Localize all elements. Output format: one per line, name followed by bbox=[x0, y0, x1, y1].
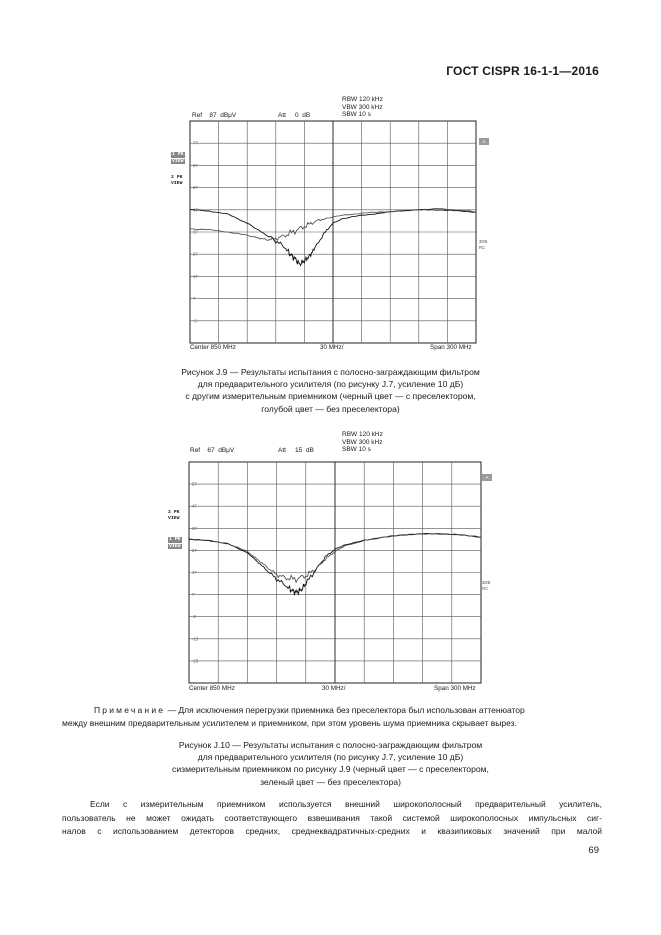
figure1-spectrum-chart bbox=[190, 121, 476, 343]
figure2-ref-unit: dBμV bbox=[218, 447, 235, 454]
figure1-tick-label: 67 bbox=[193, 162, 198, 168]
figure1-tick-label: 27 bbox=[193, 251, 198, 257]
figure1-tick-label: 17 bbox=[193, 273, 198, 279]
figure2-center: Center 850 MHz bbox=[189, 685, 235, 692]
figure2-marker1 bbox=[168, 510, 180, 522]
figure1-marker1 bbox=[171, 152, 185, 164]
figure1-tick-label: -3 bbox=[193, 318, 197, 324]
figure1-span: Span 300 MHz bbox=[430, 344, 472, 351]
figure2-tick-label: 57 bbox=[192, 481, 197, 487]
figure2-tick-label: -13 bbox=[192, 636, 199, 642]
note-label: Примечание bbox=[94, 705, 166, 715]
figure1-ref-unit: dBμV bbox=[220, 112, 237, 119]
note-block bbox=[62, 704, 602, 730]
figure2-ref-value: 67 bbox=[207, 447, 215, 454]
figure1-att-label: Att bbox=[278, 112, 286, 119]
figure2-tick-label: 47 bbox=[192, 503, 197, 509]
figure1-bandwidth-block bbox=[342, 96, 383, 119]
figure2-marker1-label: 2 PK bbox=[168, 510, 180, 515]
figure2-att-value: 15 bbox=[294, 447, 303, 454]
figure2-att-label: Att bbox=[278, 447, 286, 454]
figure1-tick-label: 57 bbox=[193, 185, 198, 191]
figure1-right-note2: RC bbox=[479, 245, 486, 250]
figure1-ref-value: 87 bbox=[209, 112, 217, 119]
figure2-caption bbox=[0, 739, 661, 788]
figure1-marker2-label: 2 PK bbox=[171, 175, 183, 180]
figure2-vbw: VBW 300 kHz bbox=[342, 438, 383, 446]
figure2-marker2 bbox=[168, 537, 182, 549]
note-line1: — Для исключения перегрузки приемника без преселектора был использован аттенюатор bbox=[165, 705, 525, 715]
figure1-caption-line: для предварительного усилителя (по рисунку J.7, усиление 10 дБ) bbox=[197, 379, 464, 390]
figure2-plot bbox=[189, 462, 481, 683]
standard-number: ГОСТ CISPR 16-1-1—2016 bbox=[446, 64, 599, 78]
figure2-bandwidth-block bbox=[342, 431, 383, 454]
figure1-corner-box: A bbox=[479, 138, 489, 145]
figure2-tick-label: 7 bbox=[192, 592, 195, 598]
figure2-tick-label: 27 bbox=[192, 547, 197, 553]
figure2-ref bbox=[190, 447, 234, 455]
paragraph-line: пользователь не может ожидать соответствующего взвешивания такой системой широкополосных импульсных сиг- bbox=[62, 812, 602, 823]
figure1-att-value: 0 bbox=[294, 112, 299, 119]
figure2-marker2-view: VIEW bbox=[169, 543, 181, 549]
figure1-marker2 bbox=[171, 175, 183, 187]
figure1-tick-label: 37 bbox=[193, 229, 198, 235]
figure2-spectrum-chart bbox=[189, 462, 481, 683]
figure1-caption-line: голубой цвет — без преселектора) bbox=[261, 403, 400, 414]
figure1-plot bbox=[190, 121, 476, 343]
figure1-rbw: RBW 120 kHz bbox=[342, 96, 383, 103]
figure2-right-notes bbox=[482, 580, 490, 592]
figure2-right-note2: RC bbox=[482, 586, 489, 591]
figure1-center: Center 850 MHz bbox=[190, 344, 236, 351]
figure1-right-note1: 3DB bbox=[479, 239, 488, 244]
note-line2: между внешним предварительным усилителем и приемником, при этом уровень шума приемника скрывает вырез. bbox=[62, 718, 517, 728]
figure1-marker1-label: 1 PK bbox=[172, 152, 184, 157]
figure1-att bbox=[278, 112, 310, 120]
figure2-tick-label: 17 bbox=[192, 570, 197, 575]
figure1-tick-label: 47 bbox=[193, 207, 198, 213]
figure2-att bbox=[278, 447, 314, 455]
figure2-ref-label: Ref bbox=[190, 447, 201, 454]
paragraph-line: налов с использованием детекторов средних, среднеквадратичных-средних и квазипиковых значений при малой bbox=[62, 826, 602, 837]
figure1-vbw: VBW 300 kHz bbox=[342, 103, 383, 111]
figure2-caption-line: для предварительного усилителя (по рисунку J.7, усиление 10 дБ) bbox=[197, 752, 464, 763]
figure2-att-unit: dB bbox=[305, 447, 314, 454]
body-paragraph bbox=[62, 798, 602, 839]
figure2-rbw: RBW 120 kHz bbox=[342, 431, 383, 438]
paragraph-line: Если с измерительным приемником используется внешний широкополосный предварительный усилитель, bbox=[90, 799, 602, 809]
figure2-caption-line: зеленый цвет — без преселектора) bbox=[260, 776, 401, 787]
figure1-sbw: SBW 10 s bbox=[342, 111, 371, 118]
figure2-caption-line: сизмерительным приемником по рисунку J.9 (черный цвет — с преселектором, bbox=[172, 764, 489, 775]
figure1-tick-label: 77 bbox=[193, 140, 198, 146]
figure1-ref-label: Ref bbox=[192, 112, 203, 119]
figure2-right-note1: 3DB bbox=[482, 580, 491, 585]
figure2-tick-label: 37 bbox=[192, 525, 197, 531]
figure1-tick-label: 7 bbox=[193, 296, 196, 302]
figure1-att-unit: dB bbox=[302, 112, 311, 119]
figure2-marker2-label: 1 PK bbox=[169, 537, 181, 542]
figure2-marker1-view: VIEW bbox=[168, 516, 180, 521]
figure2-span: Span 300 MHz bbox=[434, 685, 476, 692]
figure2-tick-label: -23 bbox=[192, 658, 199, 664]
page-number: 69 bbox=[588, 845, 599, 856]
figure2-div: 30 MHz/ bbox=[322, 685, 346, 692]
figure1-marker1-view: VIEW bbox=[172, 158, 184, 164]
figure1-marker2-view: VIEW bbox=[171, 181, 183, 186]
figure1-caption-line: Рисунок J.9 — Результаты испытания с полосно-заграждающим фильтром bbox=[181, 367, 480, 377]
figure1-div: 30 MHz/ bbox=[320, 344, 344, 351]
figure1-right-notes bbox=[479, 239, 487, 251]
figure1-ref bbox=[192, 112, 236, 120]
figure2-sbw: SBW 10 s bbox=[342, 446, 371, 453]
figure1-caption-line: с другим измерительным приемником (черный цвет — с преселектором, bbox=[185, 391, 476, 402]
figure2-corner-box: A bbox=[482, 474, 492, 481]
figure2-tick-label: -3 bbox=[192, 614, 196, 620]
figure1-caption bbox=[0, 366, 661, 415]
figure2-caption-line: Рисунок J.10 — Результаты испытания с полосно-заграждающим фильтром bbox=[178, 740, 483, 750]
